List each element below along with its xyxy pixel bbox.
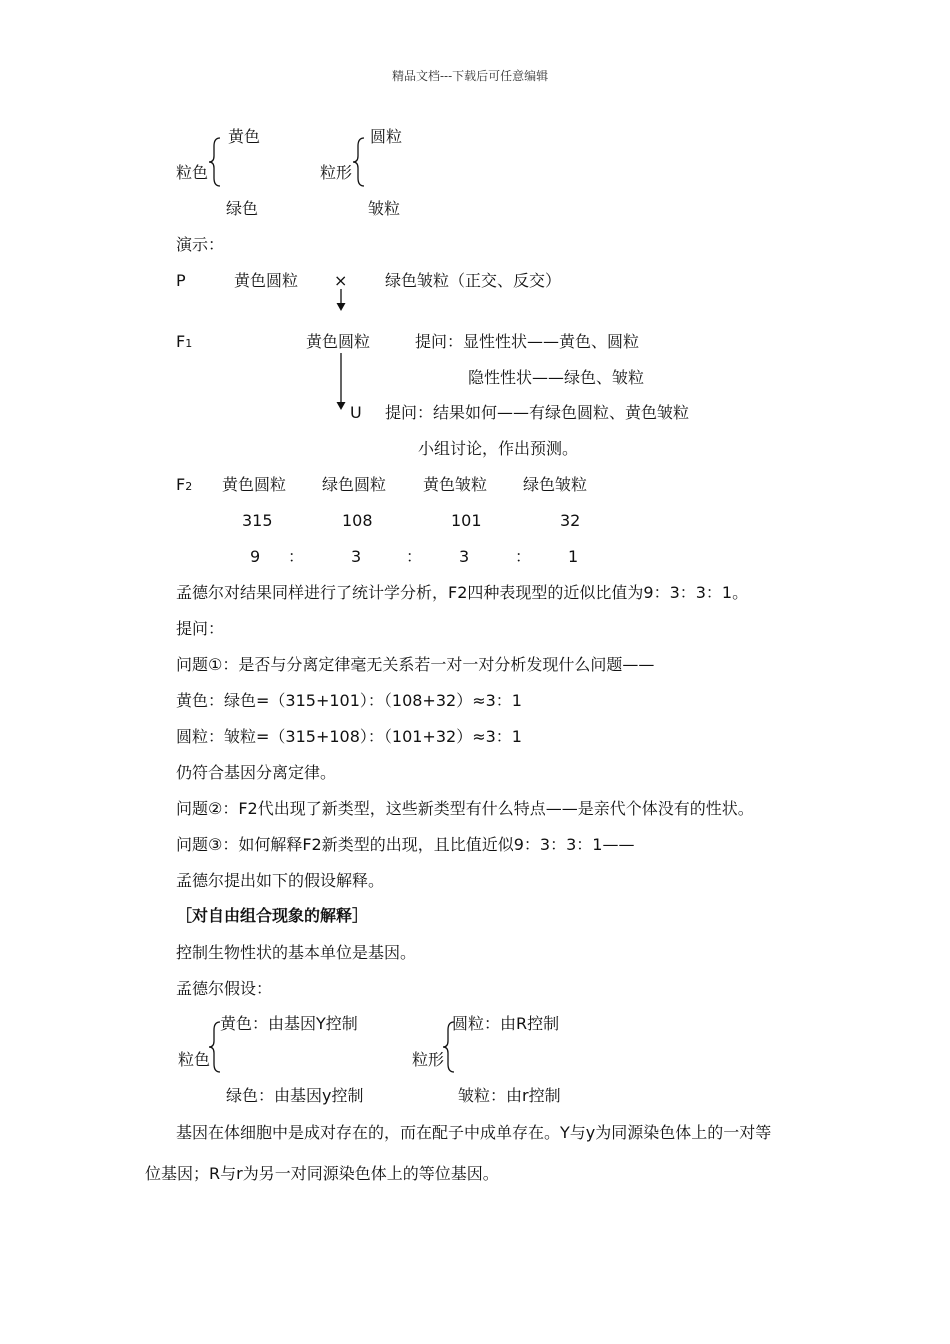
gene-unit-line: 控制生物性状的基本单位是基因。 (176, 943, 417, 962)
color-brace-icon (208, 136, 224, 188)
color-trait-label: 粒色 (176, 163, 209, 182)
question-2: 问题②：F2代出现了新类型，这些新类型有什么特点——是亲代个体没有的性状。 (176, 799, 754, 818)
gene-shape-top: 圆粒：由R控制 (452, 1014, 560, 1033)
shape-trait-label: 粒形 (320, 163, 353, 182)
question-dominant: 提问：显性性状——黄色、圆粒 (415, 332, 640, 351)
f2-ratio: 9 (250, 547, 261, 566)
question-recessive: 隐性性状——绿色、皱粒 (468, 368, 645, 387)
final-line-2: 位基因；R与r为另一对同源染色体上的等位基因。 (145, 1164, 499, 1183)
f2-count: 108 (342, 511, 373, 530)
f2-ratio: 3 (351, 547, 362, 566)
f2-phenotype: 黄色圆粒 (222, 475, 287, 494)
gene-color-brace-icon (208, 1020, 224, 1074)
question-1: 问题①：是否与分离定律毫无关系若一对一对分析发现什么问题—— (176, 655, 655, 674)
cross-sign: × (334, 271, 348, 290)
page-header: 精品文档---下载后可任意编辑 (392, 69, 549, 83)
ratio-colon: ： (406, 547, 423, 566)
gene-color-label: 粒色 (178, 1050, 211, 1069)
gene-color-top: 黄色：由基因Y控制 (220, 1014, 358, 1033)
shape-top-label: 圆粒 (370, 127, 403, 146)
color-top-label: 黄色 (228, 127, 261, 146)
shape-bottom-label: 皱粒 (368, 199, 401, 218)
self-cross-symbol: U (350, 403, 362, 422)
f2-count: 32 (560, 511, 581, 530)
down-arrow-icon (334, 289, 348, 313)
hypothesis-label: 孟德尔假设： (176, 979, 273, 998)
f2-ratio: 1 (568, 547, 579, 566)
ask-label: 提问： (176, 619, 225, 638)
hypothesis-intro: 孟德尔提出如下的假设解释。 (176, 871, 385, 890)
f1-generation-label: F1 (176, 332, 193, 351)
gene-color-bottom: 绿色：由基因y控制 (226, 1086, 364, 1105)
p-parent2: 绿色皱粒（正交、反交） (385, 271, 562, 290)
section-title: ［对自由组合现象的解释］ (176, 906, 369, 925)
p-generation-label: P (176, 271, 186, 290)
ratio-colon: ： (288, 547, 305, 566)
f2-generation-label: F2 (176, 475, 193, 494)
f1-phenotype: 黄色圆粒 (306, 332, 371, 351)
f2-phenotype: 绿色圆粒 (322, 475, 387, 494)
demo-label: 演示： (176, 235, 225, 254)
ratio-colon: ： (515, 547, 532, 566)
gene-shape-label: 粒形 (412, 1050, 445, 1069)
f2-count: 315 (242, 511, 273, 530)
question-result: 提问：结果如何——有绿色圆粒、黄色皱粒 (385, 403, 690, 422)
self-cross-arrow-icon (334, 353, 348, 413)
analysis-paragraph: 孟德尔对结果同样进行了统计学分析，F2四种表现型的近似比值为9：3：3：1。 (176, 583, 749, 602)
shape-ratio-line: 圆粒：皱粒=（315+108）：（101+32）≈3：1 (176, 727, 522, 746)
shape-brace-icon (352, 136, 368, 188)
group-discussion: 小组讨论，作出预测。 (418, 439, 579, 458)
p-parent1: 黄色圆粒 (234, 271, 299, 290)
final-line-1: 基因在体细胞中是成对存在的，而在配子中成单存在。Y与y为同源染色体上的一对等 (176, 1123, 772, 1142)
question-3: 问题③：如何解释F2新类型的出现，且比值近似9：3：3：1—— (176, 835, 635, 854)
f2-count: 101 (451, 511, 482, 530)
still-segregation: 仍符合基因分离定律。 (176, 763, 337, 782)
f2-ratio: 3 (459, 547, 470, 566)
color-ratio-line: 黄色：绿色=（315+101）：（108+32）≈3：1 (176, 691, 522, 710)
gene-shape-bottom: 皱粒：由r控制 (458, 1086, 561, 1105)
f2-phenotype: 黄色皱粒 (423, 475, 488, 494)
gene-shape-brace-icon (442, 1020, 458, 1074)
color-bottom-label: 绿色 (226, 199, 259, 218)
f2-phenotype: 绿色皱粒 (523, 475, 588, 494)
